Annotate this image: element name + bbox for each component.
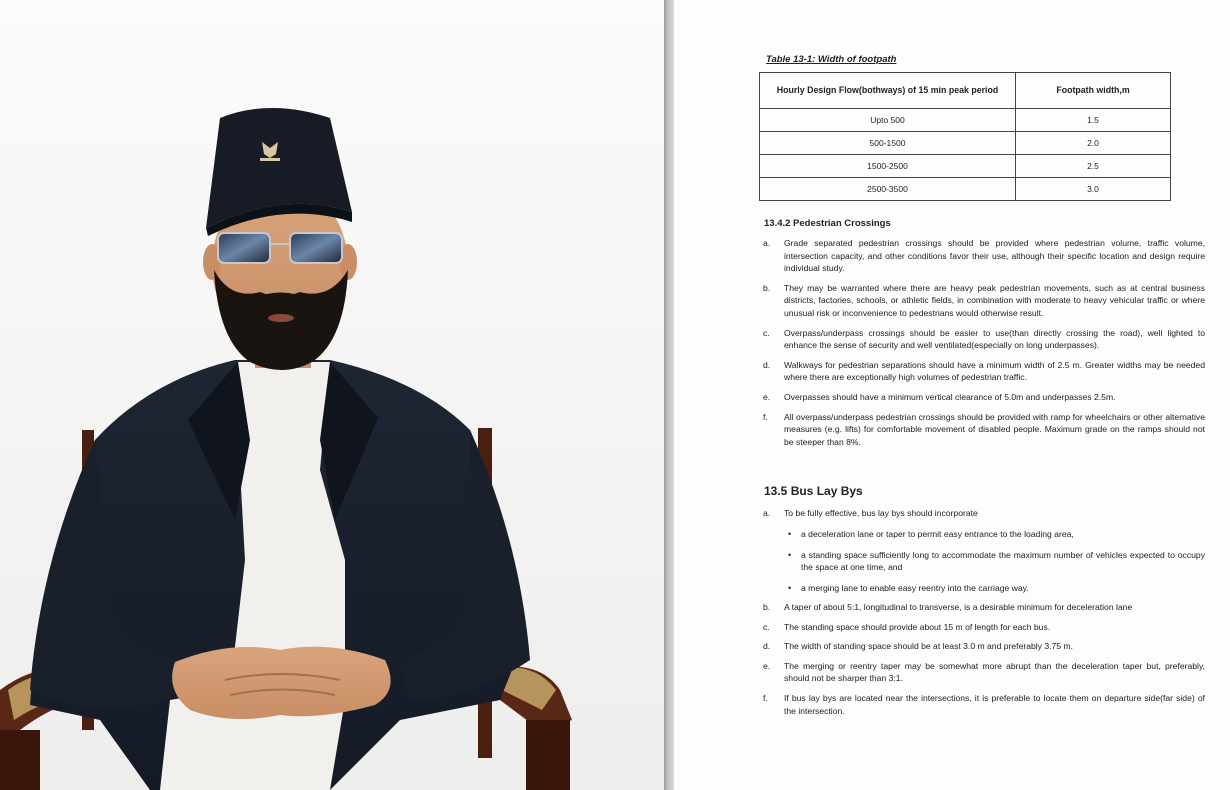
- bullet-dot: •: [788, 582, 792, 593]
- table-cell: 1.5: [1016, 109, 1171, 132]
- list-marker: b.: [763, 282, 771, 293]
- list-marker: a.: [763, 238, 771, 248]
- list-marker: e.: [763, 660, 771, 671]
- list-text: Overpasses should have a minimum vertical clearance of 5.0m and underpasses 2.5m.: [784, 391, 1116, 402]
- list-marker: f.: [763, 411, 768, 422]
- table-header-row: [760, 73, 1171, 109]
- bullet-item: [786, 528, 1205, 541]
- list-text: The standing space should provide about 15 m of length for each bus.: [784, 621, 1051, 632]
- bus-intro-list: [763, 507, 1205, 520]
- list-item: [763, 621, 1205, 634]
- list-marker: e.: [763, 391, 771, 402]
- list-item: [763, 327, 1205, 352]
- column-header: Hourly Design Flow(bothways) of 15 min peak period: [760, 73, 1016, 109]
- list-item: [763, 237, 1205, 275]
- table-row: [760, 178, 1171, 201]
- pedestrian-crossings-heading: 13.4.2 Pedestrian Crossings: [764, 218, 891, 229]
- column-header: Footpath width,m: [1016, 73, 1171, 109]
- list-marker: f.: [763, 692, 768, 703]
- table-caption: Table 13-1: Width of footpath: [766, 54, 897, 65]
- bullet-item: [786, 582, 1205, 595]
- list-marker: c.: [763, 621, 770, 632]
- bullet-dot: •: [788, 529, 792, 539]
- bullet-text: a standing space sufficiently long to accommodate the maximum number of vehicles expected to occupy the space at one time, and: [801, 549, 1205, 573]
- table-row: [760, 132, 1171, 155]
- list-marker: d.: [763, 641, 771, 652]
- bus-lay-bys-list: [763, 601, 1205, 724]
- list-text: They may be warranted where there are heavy peak pedestrian movements, such as at central business districts, factories, schools, or athletic fields, in combination with moderate to heavy vehicular traffic or where unusual risk or inconvenience to pedestrians would otherwise result.: [784, 282, 1205, 318]
- list-text: A taper of about 5:1, longitudinal to transverse, is a desirable minimum for deceleration lane: [784, 602, 1133, 612]
- document-page: [674, 0, 1230, 790]
- bus-bullet-list: [786, 528, 1205, 594]
- bullet-text: a merging lane to enable easy reentry into the carriage way.: [801, 582, 1029, 593]
- table-cell: Upto 500: [760, 109, 1016, 132]
- list-text: Overpass/underpass crossings should be easier to use(than directly crossing the road), well lighted to enhance the sense of security and well ventilated(especially on long underpasses).: [784, 327, 1205, 351]
- list-marker: c.: [763, 327, 770, 338]
- bullet-text: a deceleration lane or taper to permit easy entrance to the loading area,: [801, 529, 1074, 539]
- table-cell: 2.0: [1016, 132, 1171, 155]
- footpath-width-table: [759, 72, 1171, 201]
- bus-lay-bys-heading: 13.5 Bus Lay Bys: [764, 484, 863, 498]
- list-marker: b.: [763, 602, 771, 612]
- list-text: Grade separated pedestrian crossings should be provided where pedestrian volume, traffic volume, intersection capacity, and other conditions favor their use, although their specific location and design require individual study.: [784, 238, 1205, 274]
- table-cell: 3.0: [1016, 178, 1171, 201]
- bullet-item: [786, 549, 1205, 574]
- list-text: To be fully effective, bus lay bys should incorporate: [784, 508, 978, 518]
- list-text: If bus lay bys are located near the intersections, it is preferable to locate them on departure side(far side) of the intersection.: [784, 692, 1205, 716]
- list-marker: a.: [763, 508, 771, 518]
- list-item: [763, 640, 1205, 653]
- table-cell: 2.5: [1016, 155, 1171, 178]
- panel-divider: [664, 0, 674, 790]
- table-cell: 1500-2500: [760, 155, 1016, 178]
- list-item: [763, 507, 1205, 520]
- list-item: [763, 601, 1205, 614]
- list-marker: d.: [763, 359, 771, 370]
- table-row: [760, 155, 1171, 178]
- list-item: [763, 660, 1205, 685]
- table-cell: 500-1500: [760, 132, 1016, 155]
- table-row: [760, 109, 1171, 132]
- list-text: The width of standing space should be at least 3.0 m and preferably 3.75 m.: [784, 641, 1074, 652]
- pedestrian-crossings-list: [763, 237, 1205, 455]
- list-item: [763, 692, 1205, 717]
- list-item: [763, 391, 1205, 404]
- list-text: All overpass/underpass pedestrian crossings should be provided with ramp for wheelchairs or other alternative measures (e.g. lifts) for comfortable movement of disabled people. Maximum grade on the ramps should not be steeper than 8%.: [784, 411, 1205, 447]
- bullet-dot: •: [788, 549, 792, 560]
- list-text: Walkways for pedestrian separations should have a minimum width of 2.5 m. Greater widths may be needed where there are exceptionally high volumes of pedestrian traffic.: [784, 359, 1205, 383]
- list-item: [763, 359, 1205, 384]
- list-item: [763, 282, 1205, 320]
- list-item: [763, 411, 1205, 449]
- list-text: The merging or reentry taper may be somewhat more abrupt than the deceleration taper but, preferably, should not be sharper than 3:1.: [784, 660, 1205, 684]
- table-cell: 2500-3500: [760, 178, 1016, 201]
